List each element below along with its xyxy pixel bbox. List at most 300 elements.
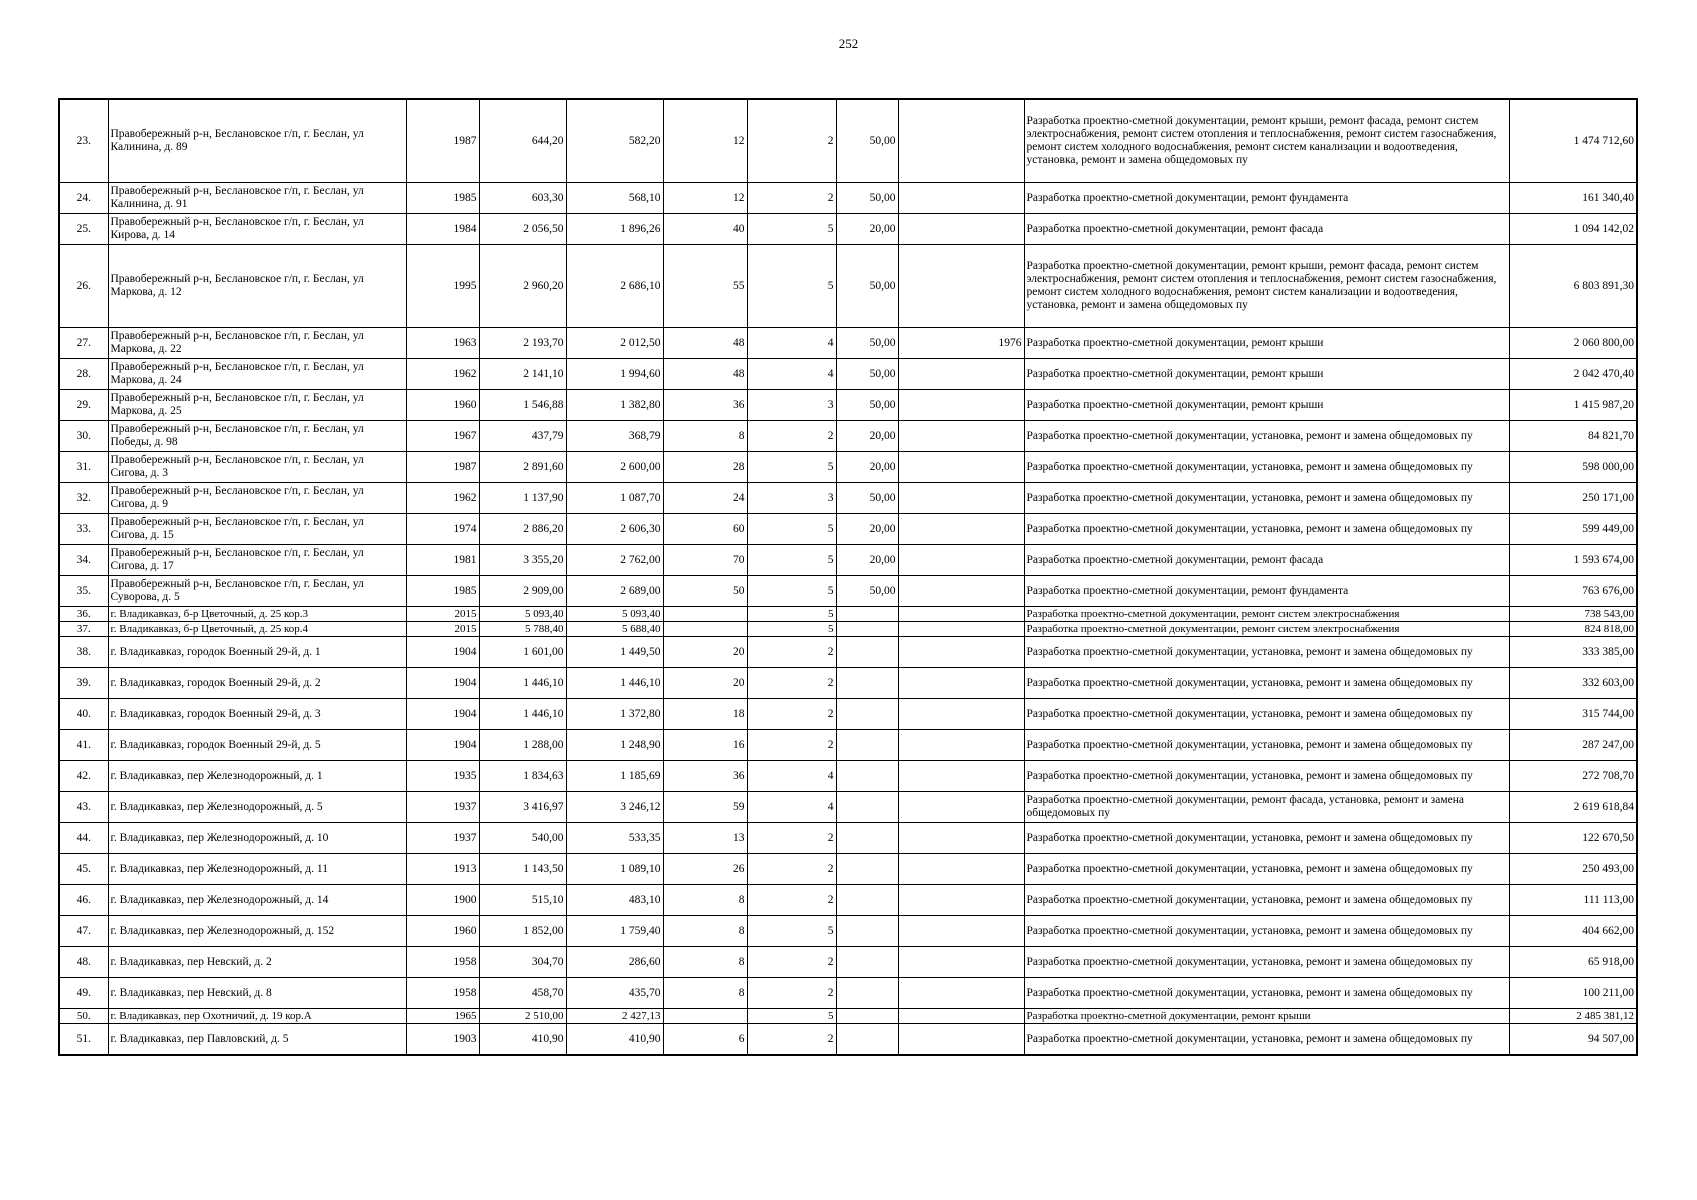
table-row: [59, 421, 1637, 452]
address-cell: Правобережный р-н, Беслановское г/п, г. Беслан, ул Калинина, д. 91: [108, 183, 406, 214]
total-area-cell: 1 834,63: [479, 761, 566, 792]
last-repair-year-cell: [898, 421, 1024, 452]
row-number-cell: 44.: [59, 823, 108, 854]
floors-count-cell: 2: [747, 99, 836, 183]
row-number-cell: 42.: [59, 761, 108, 792]
repair-works-cell: Разработка проектно-сметной документации, установка, ремонт и замена общедомовых пу: [1024, 699, 1509, 730]
address-cell: Правобережный р-н, Беслановское г/п, г. Беслан, ул Сигова, д. 15: [108, 514, 406, 545]
last-repair-year-cell: [898, 545, 1024, 576]
repair-works-cell: Разработка проектно-сметной документации, установка, ремонт и замена общедомовых пу: [1024, 978, 1509, 1009]
table-row: [59, 576, 1637, 607]
year-built-cell: 2015: [406, 607, 479, 622]
table-row: [59, 514, 1637, 545]
wear-percent-cell: [836, 792, 898, 823]
last-repair-year-cell: [898, 637, 1024, 668]
total-area-cell: 2 056,50: [479, 214, 566, 245]
year-built-cell: 1900: [406, 885, 479, 916]
row-number-cell: 41.: [59, 730, 108, 761]
floors-count-cell: 2: [747, 978, 836, 1009]
flats-count-cell: 8: [663, 978, 747, 1009]
floors-count-cell: 5: [747, 607, 836, 622]
flats-count-cell: 20: [663, 668, 747, 699]
year-built-cell: 1987: [406, 452, 479, 483]
table-row: [59, 214, 1637, 245]
year-built-cell: 1904: [406, 637, 479, 668]
table-row: [59, 245, 1637, 328]
floors-count-cell: 5: [747, 214, 836, 245]
row-number-cell: 23.: [59, 99, 108, 183]
total-area-cell: 2 193,70: [479, 328, 566, 359]
repair-works-cell: Разработка проектно-сметной документации, установка, ремонт и замена общедомовых пу: [1024, 1024, 1509, 1056]
repair-cost-cell: 84 821,70: [1509, 421, 1637, 452]
last-repair-year-cell: [898, 854, 1024, 885]
total-area-cell: 540,00: [479, 823, 566, 854]
last-repair-year-cell: [898, 452, 1024, 483]
repair-works-cell: Разработка проектно-сметной документации, установка, ремонт и замена общедомовых пу: [1024, 730, 1509, 761]
repair-works-cell: Разработка проектно-сметной документации, установка, ремонт и замена общедомовых пу: [1024, 483, 1509, 514]
repair-works-cell: Разработка проектно-сметной документации, установка, ремонт и замена общедомовых пу: [1024, 916, 1509, 947]
flats-count-cell: 8: [663, 421, 747, 452]
wear-percent-cell: 20,00: [836, 545, 898, 576]
flats-count-cell: [663, 1009, 747, 1024]
flats-count-cell: 12: [663, 183, 747, 214]
row-number-cell: 40.: [59, 699, 108, 730]
floors-count-cell: 2: [747, 947, 836, 978]
floors-count-cell: 5: [747, 1009, 836, 1024]
row-number-cell: 48.: [59, 947, 108, 978]
table-row: [59, 359, 1637, 390]
last-repair-year-cell: [898, 916, 1024, 947]
address-cell: Правобережный р-н, Беслановское г/п, г. Беслан, ул Кирова, д. 14: [108, 214, 406, 245]
year-built-cell: 1981: [406, 545, 479, 576]
floors-count-cell: 2: [747, 823, 836, 854]
last-repair-year-cell: [898, 607, 1024, 622]
flats-count-cell: 12: [663, 99, 747, 183]
total-area-cell: 515,10: [479, 885, 566, 916]
repair-cost-cell: 2 042 470,40: [1509, 359, 1637, 390]
last-repair-year-cell: [898, 245, 1024, 328]
repair-cost-cell: 599 449,00: [1509, 514, 1637, 545]
address-cell: г. Владикавказ, городок Военный 29-й, д. 1: [108, 637, 406, 668]
last-repair-year-cell: [898, 622, 1024, 637]
floors-count-cell: 2: [747, 183, 836, 214]
flats-count-cell: 60: [663, 514, 747, 545]
table-row: [59, 885, 1637, 916]
flats-count-cell: 16: [663, 730, 747, 761]
floors-count-cell: 5: [747, 514, 836, 545]
floors-count-cell: 2: [747, 730, 836, 761]
last-repair-year-cell: [898, 99, 1024, 183]
living-area-cell: 2 762,00: [566, 545, 663, 576]
living-area-cell: 568,10: [566, 183, 663, 214]
address-cell: Правобережный р-н, Беслановское г/п, г. Беслан, ул Маркова, д. 24: [108, 359, 406, 390]
repair-works-cell: Разработка проектно-сметной документации, установка, ремонт и замена общедомовых пу: [1024, 637, 1509, 668]
year-built-cell: 1974: [406, 514, 479, 545]
address-cell: г. Владикавказ, б-р Цветочный, д. 25 кор.4: [108, 622, 406, 637]
living-area-cell: 5 093,40: [566, 607, 663, 622]
total-area-cell: 3 416,97: [479, 792, 566, 823]
living-area-cell: 1 382,80: [566, 390, 663, 421]
table-row: [59, 854, 1637, 885]
flats-count-cell: [663, 607, 747, 622]
repair-cost-cell: 404 662,00: [1509, 916, 1637, 947]
floors-count-cell: 4: [747, 792, 836, 823]
last-repair-year-cell: [898, 823, 1024, 854]
year-built-cell: 1960: [406, 390, 479, 421]
total-area-cell: 437,79: [479, 421, 566, 452]
wear-percent-cell: 20,00: [836, 421, 898, 452]
wear-percent-cell: 50,00: [836, 183, 898, 214]
year-built-cell: 1962: [406, 359, 479, 390]
repair-works-cell: Разработка проектно-сметной документации, ремонт фасада, установка, ремонт и замена общедомовых пу: [1024, 792, 1509, 823]
table-row: [59, 823, 1637, 854]
floors-count-cell: 5: [747, 916, 836, 947]
address-cell: г. Владикавказ, городок Военный 29-й, д. 5: [108, 730, 406, 761]
last-repair-year-cell: [898, 1024, 1024, 1056]
repair-works-cell: Разработка проектно-сметной документации, ремонт систем электроснабжения: [1024, 607, 1509, 622]
living-area-cell: 2 686,10: [566, 245, 663, 328]
flats-count-cell: 24: [663, 483, 747, 514]
year-built-cell: 1960: [406, 916, 479, 947]
repair-works-cell: Разработка проектно-сметной документации, ремонт крыши: [1024, 390, 1509, 421]
address-cell: Правобережный р-н, Беслановское г/п, г. Беслан, ул Сигова, д. 9: [108, 483, 406, 514]
last-repair-year-cell: [898, 483, 1024, 514]
repair-cost-cell: 763 676,00: [1509, 576, 1637, 607]
address-cell: Правобережный р-н, Беслановское г/п, г. Беслан, ул Победы, д. 98: [108, 421, 406, 452]
living-area-cell: 2 600,00: [566, 452, 663, 483]
wear-percent-cell: [836, 1024, 898, 1056]
total-area-cell: 304,70: [479, 947, 566, 978]
row-number-cell: 49.: [59, 978, 108, 1009]
table-row: [59, 622, 1637, 637]
total-area-cell: 2 510,00: [479, 1009, 566, 1024]
address-cell: Правобережный р-н, Беслановское г/п, г. Беслан, ул Сигова, д. 17: [108, 545, 406, 576]
repair-cost-cell: 1 474 712,60: [1509, 99, 1637, 183]
repair-cost-cell: 2 060 800,00: [1509, 328, 1637, 359]
last-repair-year-cell: [898, 359, 1024, 390]
repair-works-cell: Разработка проектно-сметной документации, ремонт систем электроснабжения: [1024, 622, 1509, 637]
last-repair-year-cell: [898, 730, 1024, 761]
table-row: [59, 637, 1637, 668]
total-area-cell: 2 141,10: [479, 359, 566, 390]
address-cell: г. Владикавказ, пер Невский, д. 8: [108, 978, 406, 1009]
flats-count-cell: 55: [663, 245, 747, 328]
repair-works-cell: Разработка проектно-сметной документации, ремонт крыши, ремонт фасада, ремонт систем электроснабжения, ремонт систем отопления и теплоснабжения, ремонт систем газоснабжения, ремонт систем холодного водоснабжения, ремонт систем канализации и водоотведения, установка, ремонт и замена общедомовых пу: [1024, 245, 1509, 328]
wear-percent-cell: [836, 761, 898, 792]
flats-count-cell: [663, 622, 747, 637]
repair-works-cell: Разработка проектно-сметной документации, ремонт фундамента: [1024, 183, 1509, 214]
row-number-cell: 43.: [59, 792, 108, 823]
address-cell: г. Владикавказ, пер Железнодорожный, д. 1: [108, 761, 406, 792]
table-row: [59, 390, 1637, 421]
housing-repair-table: [58, 98, 1638, 1056]
repair-cost-cell: 65 918,00: [1509, 947, 1637, 978]
floors-count-cell: 2: [747, 421, 836, 452]
floors-count-cell: 3: [747, 483, 836, 514]
last-repair-year-cell: [898, 699, 1024, 730]
year-built-cell: 1995: [406, 245, 479, 328]
table-row: [59, 699, 1637, 730]
total-area-cell: 1 143,50: [479, 854, 566, 885]
table-row: [59, 607, 1637, 622]
address-cell: Правобережный р-н, Беслановское г/п, г. Беслан, ул Суворова, д. 5: [108, 576, 406, 607]
living-area-cell: 286,60: [566, 947, 663, 978]
total-area-cell: 1 288,00: [479, 730, 566, 761]
floors-count-cell: 2: [747, 668, 836, 699]
table-row: [59, 183, 1637, 214]
address-cell: г. Владикавказ, городок Военный 29-й, д. 2: [108, 668, 406, 699]
table-row: [59, 978, 1637, 1009]
wear-percent-cell: [836, 854, 898, 885]
floors-count-cell: 2: [747, 854, 836, 885]
row-number-cell: 37.: [59, 622, 108, 637]
row-number-cell: 36.: [59, 607, 108, 622]
total-area-cell: 1 446,10: [479, 699, 566, 730]
repair-works-cell: Разработка проектно-сметной документации, установка, ремонт и замена общедомовых пу: [1024, 854, 1509, 885]
address-cell: г. Владикавказ, б-р Цветочный, д. 25 кор.3: [108, 607, 406, 622]
total-area-cell: 644,20: [479, 99, 566, 183]
repair-works-cell: Разработка проектно-сметной документации, установка, ремонт и замена общедомовых пу: [1024, 514, 1509, 545]
address-cell: г. Владикавказ, пер Павловский, д. 5: [108, 1024, 406, 1056]
year-built-cell: 1937: [406, 823, 479, 854]
wear-percent-cell: [836, 637, 898, 668]
total-area-cell: 2 909,00: [479, 576, 566, 607]
floors-count-cell: 5: [747, 576, 836, 607]
repair-cost-cell: 598 000,00: [1509, 452, 1637, 483]
table-row: [59, 545, 1637, 576]
row-number-cell: 26.: [59, 245, 108, 328]
repair-works-cell: Разработка проектно-сметной документации, установка, ремонт и замена общедомовых пу: [1024, 885, 1509, 916]
living-area-cell: 2 012,50: [566, 328, 663, 359]
repair-cost-cell: 250 171,00: [1509, 483, 1637, 514]
floors-count-cell: 2: [747, 885, 836, 916]
floors-count-cell: 5: [747, 452, 836, 483]
repair-works-cell: Разработка проектно-сметной документации, установка, ремонт и замена общедомовых пу: [1024, 947, 1509, 978]
row-number-cell: 33.: [59, 514, 108, 545]
row-number-cell: 30.: [59, 421, 108, 452]
row-number-cell: 38.: [59, 637, 108, 668]
year-built-cell: 1985: [406, 183, 479, 214]
floors-count-cell: 4: [747, 761, 836, 792]
table-row: [59, 761, 1637, 792]
address-cell: г. Владикавказ, пер Невский, д. 2: [108, 947, 406, 978]
flats-count-cell: 8: [663, 885, 747, 916]
repair-cost-cell: 332 603,00: [1509, 668, 1637, 699]
wear-percent-cell: [836, 947, 898, 978]
total-area-cell: 2 886,20: [479, 514, 566, 545]
flats-count-cell: 13: [663, 823, 747, 854]
wear-percent-cell: 20,00: [836, 214, 898, 245]
repair-cost-cell: 1 415 987,20: [1509, 390, 1637, 421]
total-area-cell: 1 852,00: [479, 916, 566, 947]
row-number-cell: 31.: [59, 452, 108, 483]
year-built-cell: 1904: [406, 668, 479, 699]
repair-cost-cell: 272 708,70: [1509, 761, 1637, 792]
flats-count-cell: 8: [663, 947, 747, 978]
floors-count-cell: 2: [747, 637, 836, 668]
flats-count-cell: 20: [663, 637, 747, 668]
address-cell: Правобережный р-н, Беслановское г/п, г. Беслан, ул Калинина, д. 89: [108, 99, 406, 183]
table-row: [59, 668, 1637, 699]
total-area-cell: 410,90: [479, 1024, 566, 1056]
table-row: [59, 452, 1637, 483]
total-area-cell: 1 137,90: [479, 483, 566, 514]
row-number-cell: 35.: [59, 576, 108, 607]
repair-works-cell: Разработка проектно-сметной документации, установка, ремонт и замена общедомовых пу: [1024, 452, 1509, 483]
row-number-cell: 45.: [59, 854, 108, 885]
living-area-cell: 582,20: [566, 99, 663, 183]
repair-cost-cell: 738 543,00: [1509, 607, 1637, 622]
row-number-cell: 47.: [59, 916, 108, 947]
year-built-cell: 1958: [406, 947, 479, 978]
last-repair-year-cell: [898, 947, 1024, 978]
living-area-cell: 1 372,80: [566, 699, 663, 730]
repair-works-cell: Разработка проектно-сметной документации, ремонт фасада: [1024, 545, 1509, 576]
repair-works-cell: Разработка проектно-сметной документации, установка, ремонт и замена общедомовых пу: [1024, 823, 1509, 854]
total-area-cell: 3 355,20: [479, 545, 566, 576]
table-row: [59, 1024, 1637, 1056]
flats-count-cell: 36: [663, 761, 747, 792]
table-row: [59, 792, 1637, 823]
floors-count-cell: 5: [747, 245, 836, 328]
total-area-cell: 603,30: [479, 183, 566, 214]
total-area-cell: 1 601,00: [479, 637, 566, 668]
year-built-cell: 1967: [406, 421, 479, 452]
repair-cost-cell: 161 340,40: [1509, 183, 1637, 214]
wear-percent-cell: 20,00: [836, 514, 898, 545]
total-area-cell: 5 093,40: [479, 607, 566, 622]
repair-cost-cell: 287 247,00: [1509, 730, 1637, 761]
repair-works-cell: Разработка проектно-сметной документации, установка, ремонт и замена общедомовых пу: [1024, 421, 1509, 452]
year-built-cell: 1963: [406, 328, 479, 359]
repair-cost-cell: 1 593 674,00: [1509, 545, 1637, 576]
last-repair-year-cell: [898, 668, 1024, 699]
year-built-cell: 1965: [406, 1009, 479, 1024]
year-built-cell: 1962: [406, 483, 479, 514]
year-built-cell: 1958: [406, 978, 479, 1009]
address-cell: г. Владикавказ, пер Охотничий, д. 19 кор.А: [108, 1009, 406, 1024]
year-built-cell: 1935: [406, 761, 479, 792]
flats-count-cell: 26: [663, 854, 747, 885]
flats-count-cell: 8: [663, 916, 747, 947]
living-area-cell: 1 449,50: [566, 637, 663, 668]
address-cell: Правобережный р-н, Беслановское г/п, г. Беслан, ул Маркова, д. 22: [108, 328, 406, 359]
row-number-cell: 34.: [59, 545, 108, 576]
last-repair-year-cell: [898, 885, 1024, 916]
last-repair-year-cell: [898, 390, 1024, 421]
last-repair-year-cell: [898, 576, 1024, 607]
year-built-cell: 1984: [406, 214, 479, 245]
table-body: [59, 99, 1637, 1055]
last-repair-year-cell: [898, 183, 1024, 214]
living-area-cell: 1 185,69: [566, 761, 663, 792]
total-area-cell: 1 446,10: [479, 668, 566, 699]
living-area-cell: 2 606,30: [566, 514, 663, 545]
living-area-cell: 1 089,10: [566, 854, 663, 885]
wear-percent-cell: [836, 1009, 898, 1024]
wear-percent-cell: [836, 607, 898, 622]
year-built-cell: 2015: [406, 622, 479, 637]
row-number-cell: 24.: [59, 183, 108, 214]
total-area-cell: 2 891,60: [479, 452, 566, 483]
living-area-cell: 410,90: [566, 1024, 663, 1056]
year-built-cell: 1904: [406, 730, 479, 761]
wear-percent-cell: 50,00: [836, 245, 898, 328]
living-area-cell: 1 087,70: [566, 483, 663, 514]
row-number-cell: 51.: [59, 1024, 108, 1056]
year-built-cell: 1987: [406, 99, 479, 183]
year-built-cell: 1903: [406, 1024, 479, 1056]
wear-percent-cell: [836, 730, 898, 761]
table-row: [59, 730, 1637, 761]
table-row: [59, 99, 1637, 183]
address-cell: г. Владикавказ, пер Железнодорожный, д. 5: [108, 792, 406, 823]
flats-count-cell: 18: [663, 699, 747, 730]
repair-cost-cell: 1 094 142,02: [1509, 214, 1637, 245]
repair-works-cell: Разработка проектно-сметной документации, ремонт крыши, ремонт фасада, ремонт систем электроснабжения, ремонт систем отопления и теплоснабжения, ремонт систем газоснабжения, ремонт систем холодного водоснабжения, ремонт систем канализации и водоотведения, установка, ремонт и замена общедомовых пу: [1024, 99, 1509, 183]
last-repair-year-cell: [898, 792, 1024, 823]
row-number-cell: 27.: [59, 328, 108, 359]
floors-count-cell: 4: [747, 328, 836, 359]
year-built-cell: 1913: [406, 854, 479, 885]
last-repair-year-cell: 1976: [898, 328, 1024, 359]
last-repair-year-cell: [898, 514, 1024, 545]
repair-cost-cell: 94 507,00: [1509, 1024, 1637, 1056]
flats-count-cell: 50: [663, 576, 747, 607]
year-built-cell: 1985: [406, 576, 479, 607]
flats-count-cell: 40: [663, 214, 747, 245]
wear-percent-cell: 20,00: [836, 452, 898, 483]
floors-count-cell: 5: [747, 622, 836, 637]
row-number-cell: 28.: [59, 359, 108, 390]
wear-percent-cell: [836, 622, 898, 637]
address-cell: г. Владикавказ, пер Железнодорожный, д. 10: [108, 823, 406, 854]
floors-count-cell: 5: [747, 545, 836, 576]
living-area-cell: 483,10: [566, 885, 663, 916]
repair-works-cell: Разработка проектно-сметной документации, ремонт крыши: [1024, 1009, 1509, 1024]
living-area-cell: 1 896,26: [566, 214, 663, 245]
wear-percent-cell: [836, 668, 898, 699]
flats-count-cell: 48: [663, 359, 747, 390]
row-number-cell: 39.: [59, 668, 108, 699]
repair-cost-cell: 2 485 381,12: [1509, 1009, 1637, 1024]
wear-percent-cell: 50,00: [836, 359, 898, 390]
year-built-cell: 1904: [406, 699, 479, 730]
repair-cost-cell: 824 818,00: [1509, 622, 1637, 637]
last-repair-year-cell: [898, 1009, 1024, 1024]
table-row: [59, 1009, 1637, 1024]
flats-count-cell: 28: [663, 452, 747, 483]
repair-cost-cell: 111 113,00: [1509, 885, 1637, 916]
wear-percent-cell: [836, 823, 898, 854]
table-row: [59, 916, 1637, 947]
total-area-cell: 2 960,20: [479, 245, 566, 328]
floors-count-cell: 2: [747, 1024, 836, 1056]
address-cell: г. Владикавказ, пер Железнодорожный, д. 14: [108, 885, 406, 916]
total-area-cell: 458,70: [479, 978, 566, 1009]
repair-cost-cell: 6 803 891,30: [1509, 245, 1637, 328]
address-cell: г. Владикавказ, городок Военный 29-й, д. 3: [108, 699, 406, 730]
flats-count-cell: 36: [663, 390, 747, 421]
living-area-cell: 435,70: [566, 978, 663, 1009]
address-cell: г. Владикавказ, пер Железнодорожный, д. 152: [108, 916, 406, 947]
living-area-cell: 1 994,60: [566, 359, 663, 390]
wear-percent-cell: 50,00: [836, 576, 898, 607]
year-built-cell: 1937: [406, 792, 479, 823]
wear-percent-cell: 50,00: [836, 328, 898, 359]
last-repair-year-cell: [898, 761, 1024, 792]
table-row: [59, 947, 1637, 978]
